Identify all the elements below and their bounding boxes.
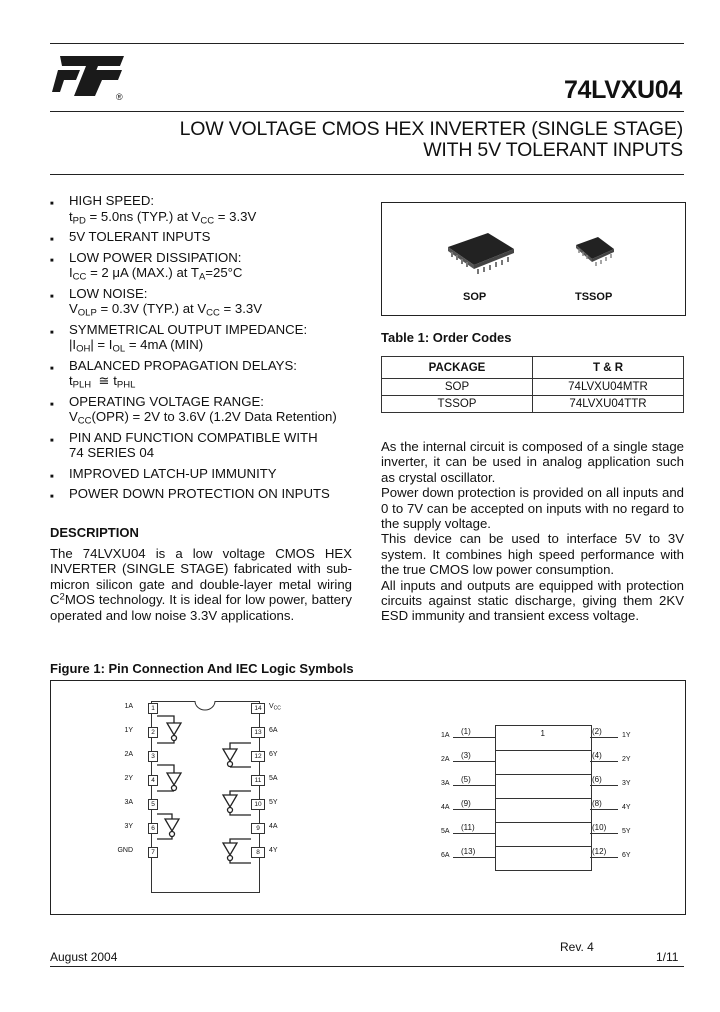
table-header-row <box>382 357 684 379</box>
right-pin-number: 10 <box>251 799 265 810</box>
iec-input-pin-number: (9) <box>461 799 471 808</box>
iec-output-pin-number: (2) <box>592 727 602 736</box>
iec-row-divider <box>496 846 591 847</box>
feature-title: IMPROVED LATCH-UP IMMUNITY <box>69 465 277 481</box>
iec-input-line <box>453 785 495 786</box>
left-pin-number: 4 <box>148 775 158 786</box>
bullet-icon: ■ <box>50 473 54 480</box>
feature-title: POWER DOWN PROTECTION ON INPUTS <box>69 486 330 501</box>
iec-input-pin-number: (3) <box>461 751 471 760</box>
document-title <box>83 119 683 161</box>
footer-revision: Rev. 4 <box>560 940 594 954</box>
iec-input-label: 2A <box>441 756 450 763</box>
iec-input-line <box>453 857 495 858</box>
right-pin-label: 5A <box>269 775 278 782</box>
iec-input-pin-number: (1) <box>461 727 471 736</box>
right-pin-number: 8 <box>251 847 265 858</box>
feature-item <box>50 486 360 502</box>
iec-input-line <box>453 809 495 810</box>
iec-output-label: 4Y <box>622 804 631 811</box>
iec-input-label: 6A <box>441 852 450 859</box>
feature-title: LOW NOISE: <box>69 285 148 301</box>
paragraph-esd: All inputs and outputs are equipped with protection circuits against static discharge, giving them 2KV ESD immunity and transient excess voltage. <box>381 577 684 624</box>
left-pin-label: 2Y <box>124 775 133 782</box>
right-pin-label: 5Y <box>269 799 278 806</box>
feature-title: BALANCED PROPAGATION DELAYS: <box>69 357 297 373</box>
iec-function-symbol: 1 <box>540 729 545 738</box>
feature-title: SYMMETRICAL OUTPUT IMPEDANCE: <box>69 321 308 337</box>
title-line-1: LOW VOLTAGE CMOS HEX INVERTER (SINGLE STAGE) <box>179 118 683 140</box>
table-row <box>382 379 684 396</box>
feature-item <box>50 322 360 353</box>
iec-input-pin-number: (11) <box>461 823 475 832</box>
feature-title: OPERATING VOLTAGE RANGE: <box>69 393 264 409</box>
iec-row-divider <box>496 798 591 799</box>
feature-detail: $V_{OLP} = 0.3V$ (TYP.) at $V_{CC} = 3.3V$ <box>69 301 263 319</box>
left-pin-number: 3 <box>148 751 158 762</box>
bullet-icon: ■ <box>50 201 54 207</box>
feature-detail: $t_{PLH}$ ≅ $t_{PHL}$ <box>69 373 136 391</box>
bullet-icon: ■ <box>50 437 54 444</box>
title-line-2: WITH 5V TOLERANT INPUTS <box>423 139 683 161</box>
right-pin-number: 12 <box>251 751 265 762</box>
iec-input-label: 5A <box>441 828 450 835</box>
feature-item <box>50 286 360 317</box>
table-cell-code: 74LVXU04MTR <box>533 379 684 396</box>
figure-box <box>50 680 686 915</box>
iec-output-pin-number: (12) <box>592 847 607 856</box>
left-pin-label: 2A <box>124 751 133 758</box>
iec-output-label: 3Y <box>622 780 631 787</box>
feature-item <box>50 229 360 245</box>
iec-input-label: 4A <box>441 804 450 811</box>
left-pin-label: 1Y <box>124 727 133 734</box>
feature-item <box>50 466 360 482</box>
table-cell-package: SOP <box>382 379 533 396</box>
left-pin-number: 5 <box>148 799 158 810</box>
paragraph-power-down: Power down protection is provided on all inputs and 0 to 7V can be accepted on inputs with no regard to the supply voltage. <box>381 485 684 532</box>
section-rule <box>50 174 684 175</box>
iec-output-label: 6Y <box>622 852 631 859</box>
table-cell-package: TSSOP <box>382 396 533 413</box>
left-pin-label: 1A <box>124 703 133 710</box>
tssop-package-image <box>570 233 620 275</box>
description-heading: DESCRIPTION <box>50 525 139 540</box>
description-text: The 74LVXU04 is a low voltage CMOS HEX INVERTER (SINGLE STAGE) fabricated with sub-micron silicon gate and double-layer metal wiring $C^2MOS$ technology. It is ideal for low power, battery operated and low noise 3.3V applications. <box>50 546 352 623</box>
feature-item <box>50 394 360 425</box>
feature-title: PIN AND FUNCTION COMPATIBLE WITH <box>69 429 318 445</box>
bullet-icon: ■ <box>50 365 54 372</box>
left-pin-number: 6 <box>148 823 158 834</box>
feature-item <box>50 250 360 281</box>
right-pin-number: 11 <box>251 775 265 786</box>
iec-input-pin-number: (13) <box>461 847 476 856</box>
right-pin-number: 13 <box>251 727 265 738</box>
registered-mark: ® <box>116 92 123 102</box>
iec-row-divider <box>496 750 591 751</box>
iec-output-pin-number: (4) <box>592 751 602 760</box>
right-description <box>381 439 684 624</box>
right-pin-number: 14 <box>251 703 265 714</box>
order-codes-table <box>381 356 684 413</box>
left-pin-label: GND <box>117 847 133 854</box>
feature-detail: $I_{CC} = 2$ μA (MAX.) at $T_A=25^\circ C$ <box>69 265 243 283</box>
feature-detail: $V_{CC}(OPR) = 2V$ to 3.6V (1.2V Data Retention) <box>69 409 337 427</box>
top-rule <box>50 43 684 44</box>
iec-output-pin-number: (8) <box>592 799 602 808</box>
feature-detail: $t_{PD} = 5.0ns$ (TYP.) at $V_{CC} = 3.3V$ <box>69 208 257 226</box>
iec-output-label: 2Y <box>622 756 631 763</box>
feature-detail: 74 SERIES 04 <box>69 445 155 460</box>
iec-input-line <box>453 737 495 738</box>
iec-block <box>495 725 592 871</box>
feature-item <box>50 358 360 389</box>
iec-output-line <box>590 785 618 786</box>
iec-output-label: 5Y <box>622 828 631 835</box>
left-pin-number: 2 <box>148 727 158 738</box>
bullet-icon: ■ <box>50 494 54 500</box>
sop-label: SOP <box>463 291 487 303</box>
bullet-icon: ■ <box>50 257 54 264</box>
bullet-icon: ■ <box>50 401 54 408</box>
left-pin-label: 3Y <box>124 823 133 830</box>
paragraph-internal-circuit: As the internal circuit is composed of a single stage inverter, it can be used in analog application such as crystal oscillator. <box>381 439 684 485</box>
right-pin-label: 6A <box>269 727 278 734</box>
feature-title: HIGH SPEED: <box>69 193 155 208</box>
iec-row-divider <box>496 822 591 823</box>
right-pin-label: 4Y <box>269 847 278 854</box>
right-pin-label: $V_{CC}$ <box>269 703 281 712</box>
left-pin-number: 1 <box>148 703 158 714</box>
feature-title: LOW POWER DISSIPATION: <box>69 249 242 265</box>
iec-input-label: 3A <box>441 780 450 787</box>
footer-rule <box>50 966 684 967</box>
left-pin-label: 3A <box>124 799 133 806</box>
footer-date: August 2004 <box>50 950 118 964</box>
table-header-tr: T & R <box>533 357 684 379</box>
feature-list <box>50 193 360 507</box>
iec-input-line <box>453 833 495 834</box>
table-cell-code: 74LVXU04TTR <box>533 396 684 413</box>
feature-detail: $|I_{OH}| = I_{OL} = 4mA$ (MIN) <box>69 337 204 355</box>
iec-output-pin-number: (6) <box>592 775 602 784</box>
footer-page-number: 1/11 <box>656 950 679 964</box>
right-pin-label: 6Y <box>269 751 278 758</box>
feature-item <box>50 193 360 224</box>
right-pin-number: 9 <box>251 823 265 834</box>
order-table-caption: Table 1: Order Codes <box>381 330 512 345</box>
iec-input-pin-number: (5) <box>461 775 471 784</box>
feature-item <box>50 430 360 461</box>
part-number: 74LVXU04 <box>563 76 682 104</box>
iec-output-label: 1Y <box>622 732 631 739</box>
iec-output-line <box>590 833 618 834</box>
iec-input-line <box>453 761 495 762</box>
title-rule <box>50 111 684 112</box>
right-pin-label: 4A <box>269 823 278 830</box>
figure-caption: Figure 1: Pin Connection And IEC Logic Symbols <box>50 661 354 676</box>
iec-row-divider <box>496 774 591 775</box>
feature-title: 5V TOLERANT INPUTS <box>69 229 211 244</box>
sop-package-image <box>442 229 522 279</box>
table-header-package: PACKAGE <box>382 357 533 379</box>
bullet-icon: ■ <box>50 329 54 336</box>
iec-output-line <box>590 857 618 858</box>
iec-output-line <box>590 737 618 738</box>
inverter-gates <box>151 701 259 891</box>
left-pin-number: 7 <box>148 847 158 858</box>
bullet-icon: ■ <box>50 293 54 300</box>
bullet-icon: ■ <box>50 237 54 243</box>
iec-output-line <box>590 809 618 810</box>
tssop-label: TSSOP <box>575 291 613 303</box>
table-row <box>382 396 684 413</box>
package-box <box>381 202 686 316</box>
iec-input-label: 1A <box>441 732 450 739</box>
iec-output-line <box>590 761 618 762</box>
paragraph-interface: This device can be used to interface 5V to 3V system. It combines high speed performance with the true CMOS low power consumption. <box>381 531 684 578</box>
iec-output-pin-number: (10) <box>592 823 607 832</box>
